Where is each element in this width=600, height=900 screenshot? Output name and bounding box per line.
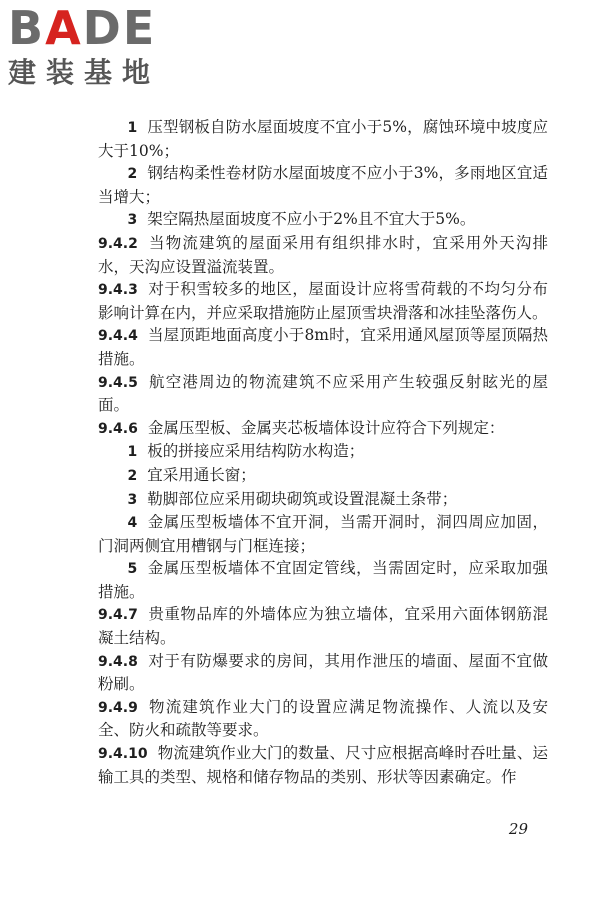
clause-text: 架空隔热屋面坡度不应小于2%且不宜大于5%。 [147, 210, 476, 229]
clause-paragraph [98, 650, 548, 696]
clause-text: 物流建筑作业大门的数量、尺寸应根据高峰时吞吐量、运输工具的类型、规格和储存物品的类别、形状等因素确定。作 [98, 744, 548, 786]
clause-text: 勒脚部位应采用砌块砌筑或设置混凝土条带； [147, 489, 458, 508]
clause-text: 钢结构柔性卷材防水屋面坡度不应小于3%，多雨地区宜适当增大； [98, 164, 548, 206]
clause-paragraph [98, 232, 548, 278]
clause-text: 板的拼接应采用结构防水构造； [147, 442, 365, 461]
clause-text: 物流建筑作业大门的设置应满足物流操作、人流以及安全、防火和疏散等要求。 [98, 697, 548, 740]
clause-paragraph [98, 371, 548, 417]
page-number: 29 [508, 820, 528, 838]
list-item [98, 557, 548, 603]
clause-text: 宜采用通长窗； [147, 465, 256, 484]
logo-subtitle: 建装基地 [8, 56, 161, 89]
clause-number: 9.4.7 [98, 607, 138, 624]
clause-text: 当物流建筑的屋面采用有组织排水时，宜采用外天沟排水，天沟应设置溢流装置。 [98, 233, 548, 276]
clause-text: 贵重物品库的外墙体应为独立墙体，宜采用六面体钢筋混凝土结构。 [98, 605, 548, 648]
list-item [98, 440, 548, 464]
clause-text: 对于有防爆要求的房间，其用作泄压的墙面、屋面不宜做粉刷。 [98, 651, 548, 694]
clause-number: 9.4.4 [98, 328, 138, 345]
clause-number: 9.4.6 [98, 420, 138, 437]
clause-text: 金属压型板墙体不宜固定管线，当需固定时，应采取加强措施。 [98, 559, 548, 601]
list-item [98, 208, 548, 232]
clause-number: 1 [127, 120, 138, 136]
list-item [98, 162, 548, 208]
clause-number: 9.4.10 [98, 746, 148, 763]
clause-number: 9.4.8 [98, 653, 138, 670]
clause-number: 9.4.5 [98, 374, 138, 391]
list-item [98, 464, 548, 488]
clause-number: 3 [127, 212, 138, 229]
logo-letters-de: DE [82, 1, 157, 55]
clause-number: 9.4.9 [98, 699, 138, 716]
clause-paragraph [98, 417, 548, 441]
list-item [98, 511, 548, 557]
clause-text: 压型钢板自防水屋面坡度不宜小于5%，腐蚀环境中坡度应大于10%； [98, 118, 548, 160]
clause-text: 航空港周边的物流建筑不应采用产生较强反射眩光的屋面。 [98, 372, 548, 415]
clause-paragraph [98, 603, 548, 649]
clause-text: 金属压型板墙体不宜开洞，当需开洞时，洞四周应加固，门洞两侧宜用槽钢与门框连接； [98, 513, 548, 555]
clause-number: 9.4.2 [98, 235, 138, 252]
clause-number: 5 [127, 561, 138, 578]
clause-number: 2 [127, 467, 138, 484]
logo-letter-a: A [45, 1, 83, 55]
clause-number: 3 [127, 491, 138, 508]
clause-number: 2 [127, 166, 138, 183]
clause-number: 4 [127, 515, 138, 532]
clause-paragraph [98, 324, 548, 370]
logo-letter-b: B [8, 1, 46, 55]
logo-wordmark [8, 1, 178, 55]
list-item [98, 116, 548, 162]
bade-logo [8, 1, 178, 90]
clause-number: 9.4.3 [98, 282, 138, 299]
clause-number: 1 [127, 444, 138, 461]
clause-paragraph [98, 742, 548, 788]
clause-paragraph [98, 278, 548, 324]
document-body [98, 116, 548, 788]
clause-text: 当屋顶距地面高度小于8m时，宜采用通风屋顶等屋顶隔热措施。 [98, 326, 548, 368]
clause-paragraph [98, 696, 548, 742]
clause-text: 对于积雪较多的地区，屋面设计应将雪荷载的不均匀分布影响计算在内，并应采取措施防止屋顶雪块滑落和冰挂坠落伤人。 [98, 280, 548, 322]
clause-text: 金属压型板、金属夹芯板墙体设计应符合下列规定： [147, 418, 505, 437]
list-item [98, 488, 548, 512]
